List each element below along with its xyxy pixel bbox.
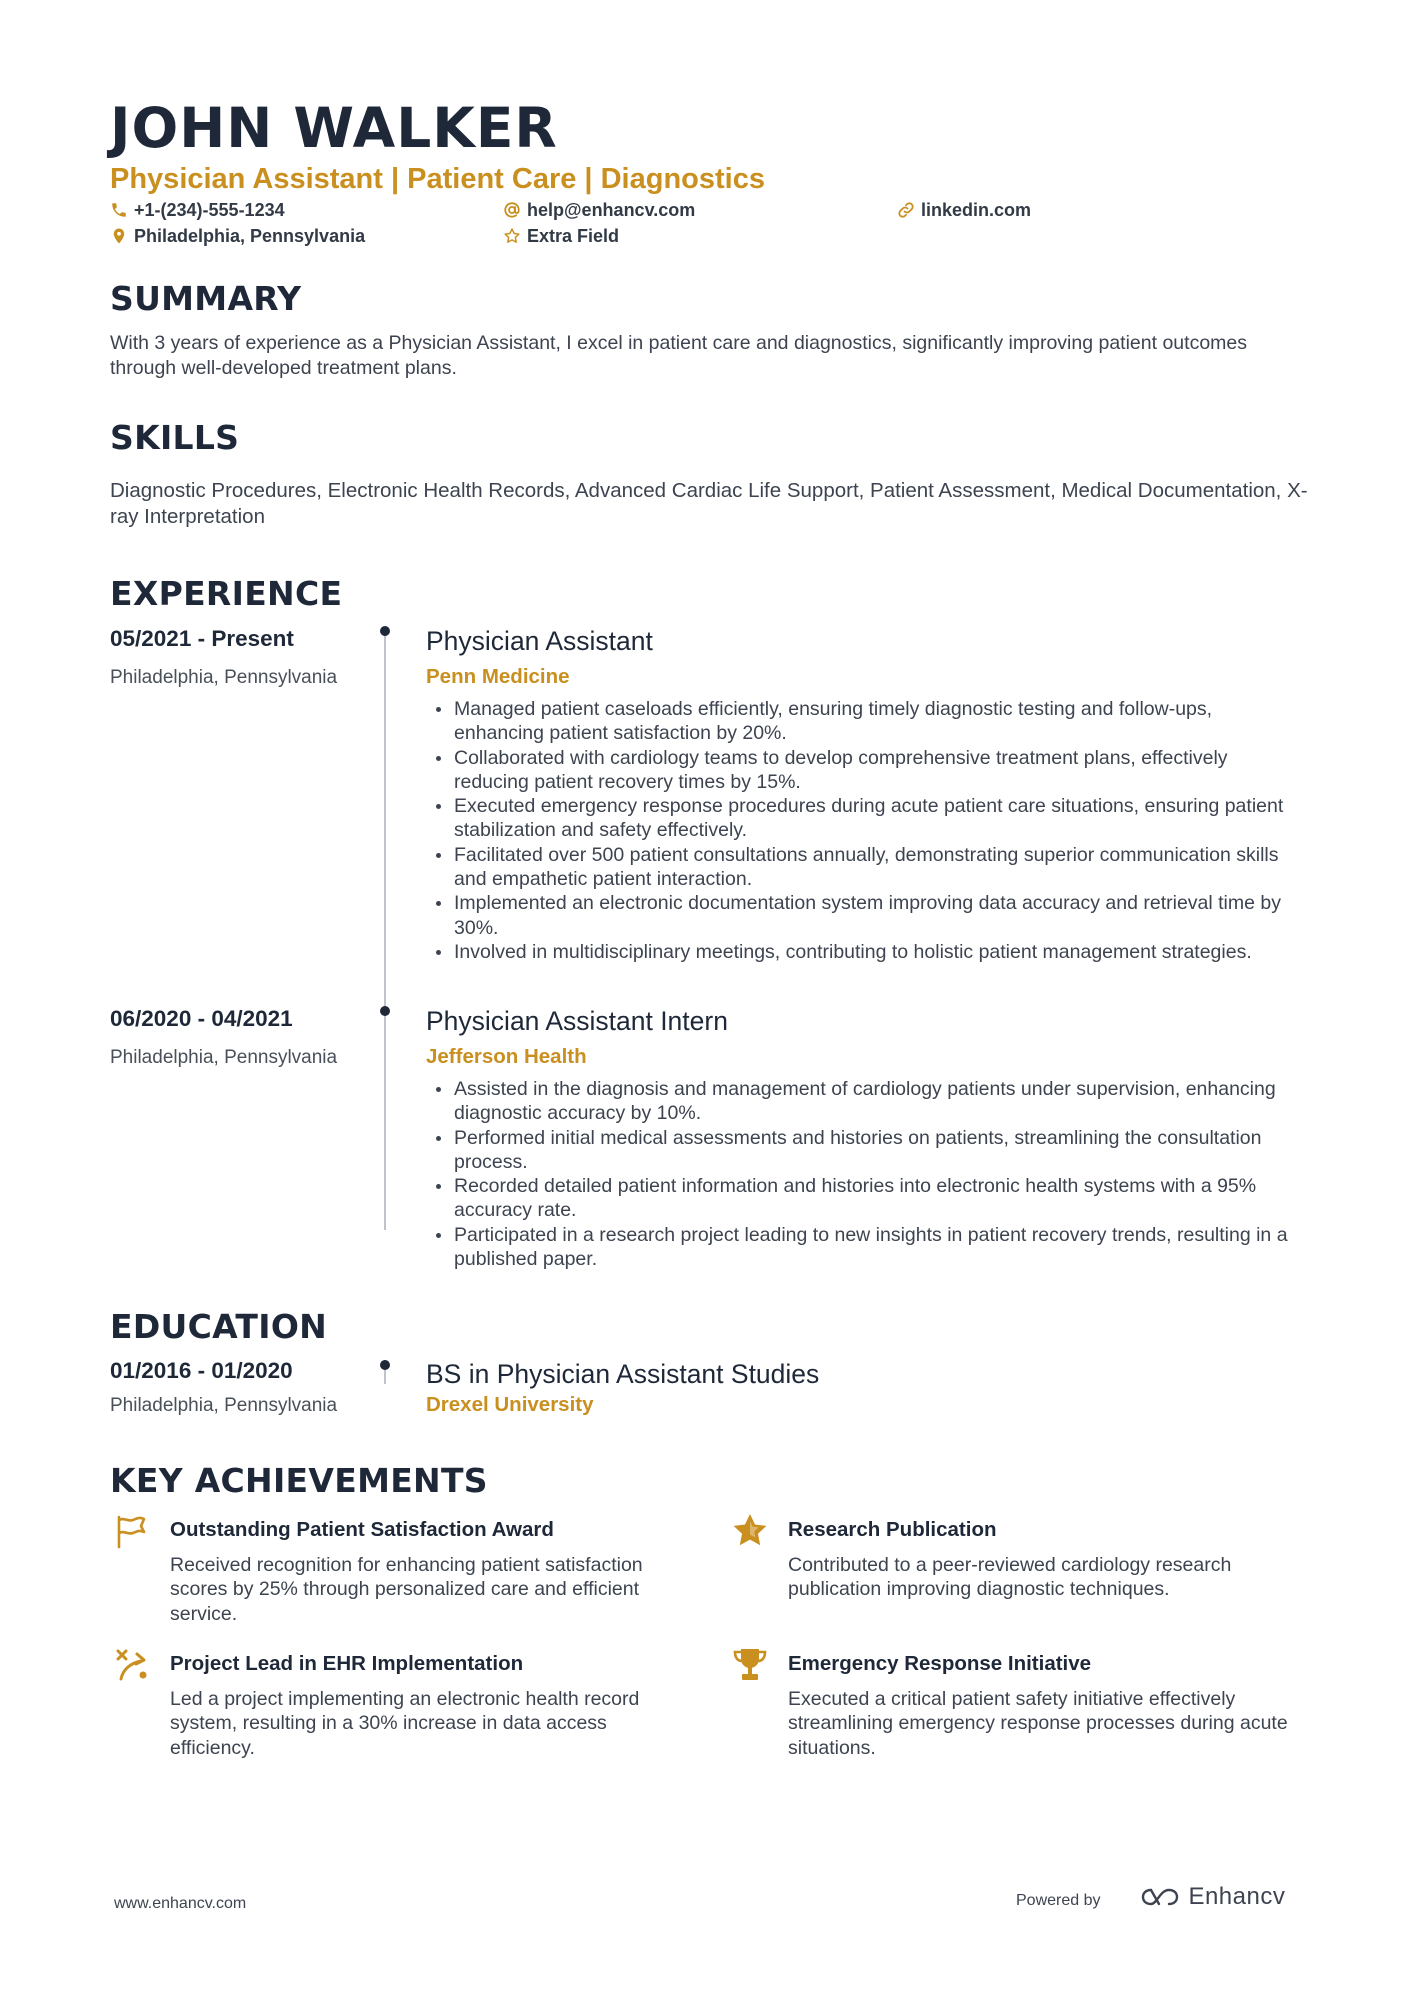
job-dates: 06/2020 - 04/2021 xyxy=(110,1006,293,1031)
contact-email[interactable] xyxy=(503,197,695,223)
education-title: EDUCATION xyxy=(110,1307,328,1346)
experience-title: EXPERIENCE xyxy=(110,574,343,613)
location-text: Philadelphia, Pennsylvania xyxy=(134,226,366,246)
extra-text: Extra Field xyxy=(527,226,620,246)
phone-text: +1-(234)-555-1234 xyxy=(134,200,285,220)
headline: Physician Assistant | Patient Care | Diagnostics xyxy=(110,163,765,195)
at-icon xyxy=(503,201,521,219)
achievement-title: Emergency Response Initiative xyxy=(788,1652,1092,1675)
timeline-line xyxy=(384,630,386,1230)
timeline-dot xyxy=(380,626,390,636)
achievement-title: Research Publication xyxy=(788,1518,997,1541)
strategy-icon xyxy=(113,1645,153,1685)
timeline-dot xyxy=(380,1360,390,1370)
achievement-desc: Received recognition for enhancing patient satisfaction scores by 25% through personalized care and efficient service. xyxy=(170,1554,643,1625)
achievements-title: KEY ACHIEVEMENTS xyxy=(110,1461,488,1500)
contact-link[interactable] xyxy=(897,197,1031,223)
candidate-name: JOHN WALKER xyxy=(110,96,558,160)
job-dates: 05/2021 - Present xyxy=(110,626,294,651)
education-dates: 01/2016 - 01/2020 xyxy=(110,1358,293,1383)
bullet-item: Participated in a research project leading to new insights in patient recovery trends, resulting in a published paper. xyxy=(426,1223,1306,1272)
job-role: Physician Assistant Intern xyxy=(426,1006,728,1036)
bullet-item: Recorded detailed patient information and histories into electronic health systems with a 95% accuracy rate. xyxy=(426,1174,1306,1223)
email-text[interactable]: help@enhancv.com xyxy=(527,200,696,220)
contact-phone xyxy=(110,197,285,223)
timeline-dot xyxy=(380,1006,390,1016)
job-bullets xyxy=(426,1077,1306,1271)
job-company: Jefferson Health xyxy=(426,1045,587,1068)
job-location: Philadelphia, Pennsylvania xyxy=(110,1047,338,1068)
achievement-title: Project Lead in EHR Implementation xyxy=(170,1652,524,1675)
star-icon xyxy=(730,1511,770,1551)
job-role: Physician Assistant xyxy=(426,626,653,656)
location-pin-icon xyxy=(110,227,128,245)
brand-logo[interactable] xyxy=(1138,1882,1285,1916)
job-company: Penn Medicine xyxy=(426,665,570,688)
bullet-item: Involved in multidisciplinary meetings, contributing to holistic patient management strategies. xyxy=(426,940,1306,964)
phone-icon xyxy=(110,201,128,219)
trophy-icon xyxy=(730,1645,770,1685)
achievement-desc: Contributed to a peer-reviewed cardiology research publication improving diagnostic techniques. xyxy=(788,1554,1232,1601)
contact-location xyxy=(110,223,365,249)
infinity-logo-icon xyxy=(1138,1882,1184,1912)
star-outline-icon xyxy=(503,227,521,245)
bullet-item: Assisted in the diagnosis and management of cardiology patients under supervision, enhancing diagnostic accuracy by 10%. xyxy=(426,1077,1306,1126)
summary-text: With 3 years of experience as a Physician Assistant, I excel in patient care and diagnostics, significantly improving patient outcomes through well-developed treatment plans. xyxy=(110,332,1247,379)
flag-icon xyxy=(113,1511,153,1551)
bullet-item: Collaborated with cardiology teams to develop comprehensive treatment plans, effectively reducing patient recovery times by 15%. xyxy=(426,746,1306,795)
brand-name: Enhancv xyxy=(1188,1883,1286,1910)
achievement-title: Outstanding Patient Satisfaction Award xyxy=(170,1518,554,1541)
bullet-item: Facilitated over 500 patient consultations annually, demonstrating superior communication skills and empathetic patient interaction. xyxy=(426,843,1306,892)
summary-title: SUMMARY xyxy=(110,279,302,318)
link-text[interactable]: linkedin.com xyxy=(921,200,1032,220)
bullet-item: Performed initial medical assessments and histories on patients, streamlining the consultation process. xyxy=(426,1126,1306,1175)
link-icon xyxy=(897,201,915,219)
footer-url[interactable]: www.enhancv.com xyxy=(114,1895,247,1912)
achievement-desc: Executed a critical patient safety initiative effectively streamlining emergency response processes during acute situations. xyxy=(788,1688,1288,1759)
bullet-item: Managed patient caseloads efficiently, ensuring timely diagnostic testing and follow-ups, enhancing patient satisfaction by 20%. xyxy=(426,697,1306,746)
bullet-item: Executed emergency response procedures during acute patient care situations, ensuring patient stabilization and safety effectively. xyxy=(426,794,1306,843)
powered-by-label: Powered by xyxy=(1016,1892,1101,1909)
education-degree: BS in Physician Assistant Studies xyxy=(426,1359,820,1389)
education-school: Drexel University xyxy=(426,1393,594,1416)
education-location: Philadelphia, Pennsylvania xyxy=(110,1395,338,1416)
skills-title: SKILLS xyxy=(110,418,240,457)
skills-text: Diagnostic Procedures, Electronic Health Records, Advanced Cardiac Life Support, Patient Assessment, Medical Documentation, X-ray Interpretation xyxy=(110,479,1308,528)
job-bullets xyxy=(426,697,1306,964)
bullet-item: Implemented an electronic documentation system improving data accuracy and retrieval time by 30%. xyxy=(426,891,1306,940)
contact-extra xyxy=(503,223,619,249)
achievement-desc: Led a project implementing an electronic health record system, resulting in a 30% increase in data access efficiency. xyxy=(170,1688,640,1759)
job-location: Philadelphia, Pennsylvania xyxy=(110,667,338,688)
